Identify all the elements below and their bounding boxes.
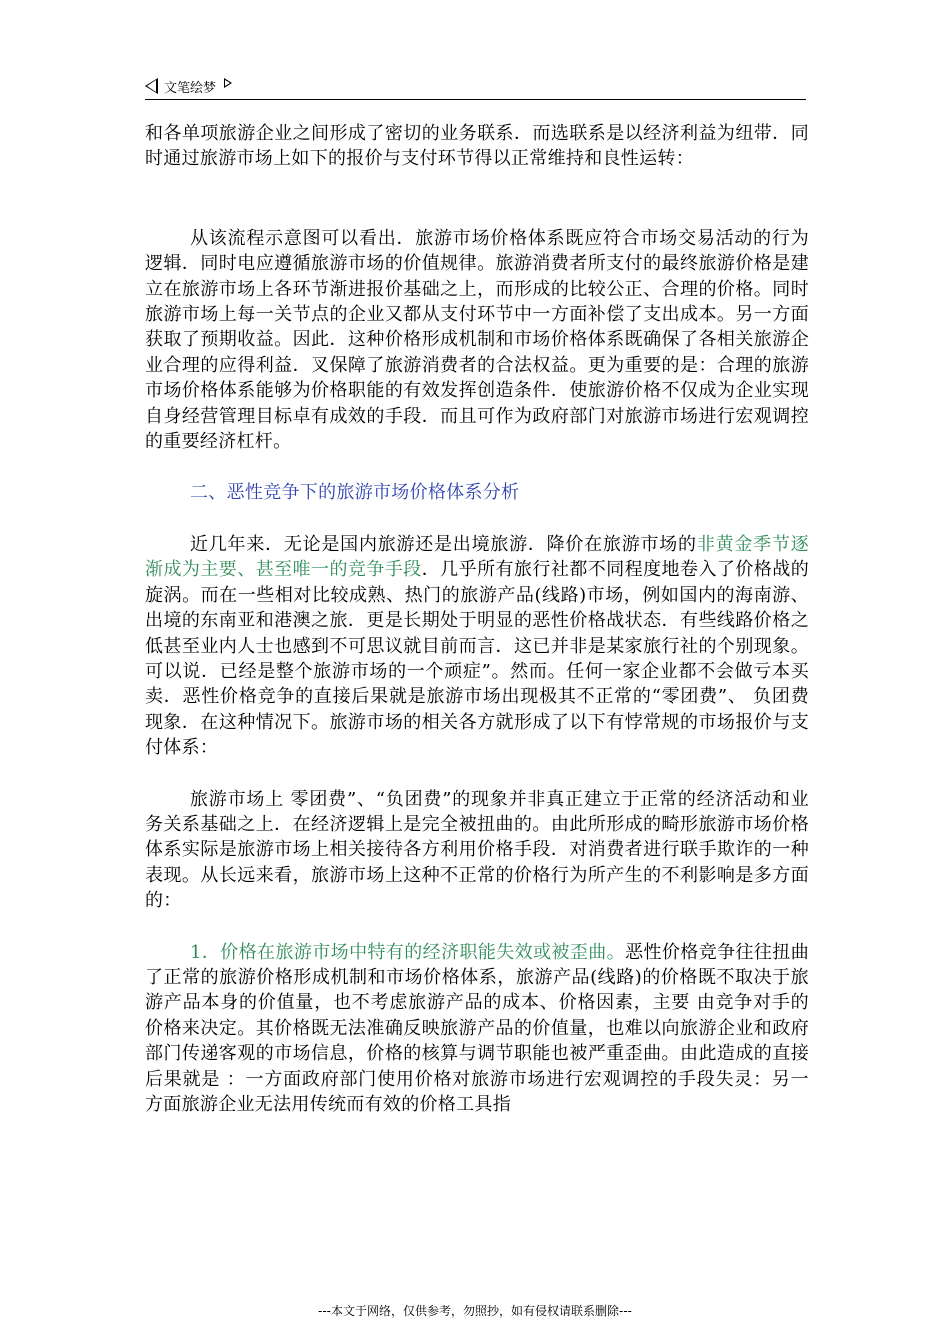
header-divider	[145, 99, 806, 100]
spacer	[145, 761, 809, 787]
header-title: 文笔绘梦	[164, 80, 217, 96]
triangle-left-icon	[145, 78, 158, 94]
paragraph-5-highlight: 1．价格在旅游市场中特有的经济职能失效或被歪曲。	[190, 941, 626, 963]
page-footer: ---本文于网络，仅供参考，勿照抄，如有侵权请联系删除---	[318, 1304, 632, 1318]
paragraph-3	[145, 532, 809, 761]
document-body	[145, 121, 809, 1117]
paragraph-1: 和各单项旅游企业之间形成了密切的业务联系．而选联系是以经济利益为纽带．同时通过旅游市场上如下的报价与支付环节得以正常维持和良性运转：	[145, 123, 809, 170]
paragraph-3-start: 近几年来．无论是国内旅游还是出境旅游．降价在旅游市场的	[190, 533, 697, 555]
spacer	[145, 454, 809, 480]
section-heading: 二、恶性竞争下的旅游市场价格体系分析	[190, 482, 520, 504]
paragraph-3-rest: ．几乎所有旅行社都不同程度地卷入了价格战的旋涡。而在一些相对比较成熟、热门的旅游产品(线路)市场，例如国内的海南游、出境的东南亚和港澳之旅．更是长期处于明显的恶性价格战状态．有些线路价格之低甚至业内人士也感到不可思议就目前而言．这已并非是某家旅行社的个别现象。可以说．已经是整个旅游市场的一个顽症”。然而。任何一家企业都不会做亏本买卖．恶性价格竞争的直接后果就是旅游市场出现极其不正常的“零团费”、 负团费现象．在这种情况下。旅游市场的相关各方就形成了以下有悖常规的市场报价与支付体系：	[145, 559, 809, 759]
paragraph-5	[145, 940, 809, 1118]
triangle-right-icon	[224, 78, 232, 88]
paragraph-2: 从该流程示意图可以看出．旅游市场价格体系既应符合市场交易活动的行为逻辑．同时电应遵循旅游市场的价值规律。旅游消费者所支付的最终旅游价格是建立在旅游市场上各环节渐进报价基础之上，而形成的比较公正、合理的价格。同时旅游市场上每一关节点的企业又都从支付环节中一方面补偿了支出成本。另一方面获取了预期收益。因此．这种价格形成机制和市场价格体系既确保了各相关旅游企业合理的应得利益．叉保障了旅游消费者的合法权益。更为重要的是：合理的旅游市场价格体系能够为价格职能的有效发挥创造条件．使旅游价格不仅成为企业实现自身经营管理目标卓有成效的手段．而且可作为政府部门对旅游市场进行宏观调控的重要经济杠杆。	[145, 227, 809, 453]
paragraph-5-rest: 恶性价格竞争往往扭曲了正常的旅游价格形成机制和市场价格体系，旅游产品(线路)的价格既不取决于旅游产品本身的价值量，也不考虑旅游产品的成本、价格因素，主要 由竞争对手的价格来决定。其价格既无法准确反映旅游产品的价值量，也难以向旅游企业和政府部门传递客观的市场信息，价格的核算与调节职能也被严重歪曲。由此造成的直接后果就是 ：一方面政府部门使用价格对旅游市场进行宏观调控的手段失灵：另一方面旅游企业无法用传统而有效的价格工具指	[145, 941, 810, 1115]
figure-gap	[145, 172, 809, 226]
spacer	[145, 914, 809, 940]
paragraph-3-highlight: 非黄金季节逐渐成为主要、甚至唯一的竞争手段	[145, 533, 809, 581]
page-header	[145, 74, 806, 98]
paragraph-4: 旅游市场上 零团费”、“负团费”的现象并非真正建立于正常的经济活动和业务关系基础之上．在经济逻辑上是完全被扭曲的。由此所形成的畸形旅游市场价格体系实际是旅游市场上相关接待各方利用价格手段．对消费者进行联手欺诈的一种表现。从长远来看，旅游市场上这种不正常的价格行为所产生的不利影响是多方面的：	[145, 788, 809, 912]
spacer	[145, 506, 809, 532]
